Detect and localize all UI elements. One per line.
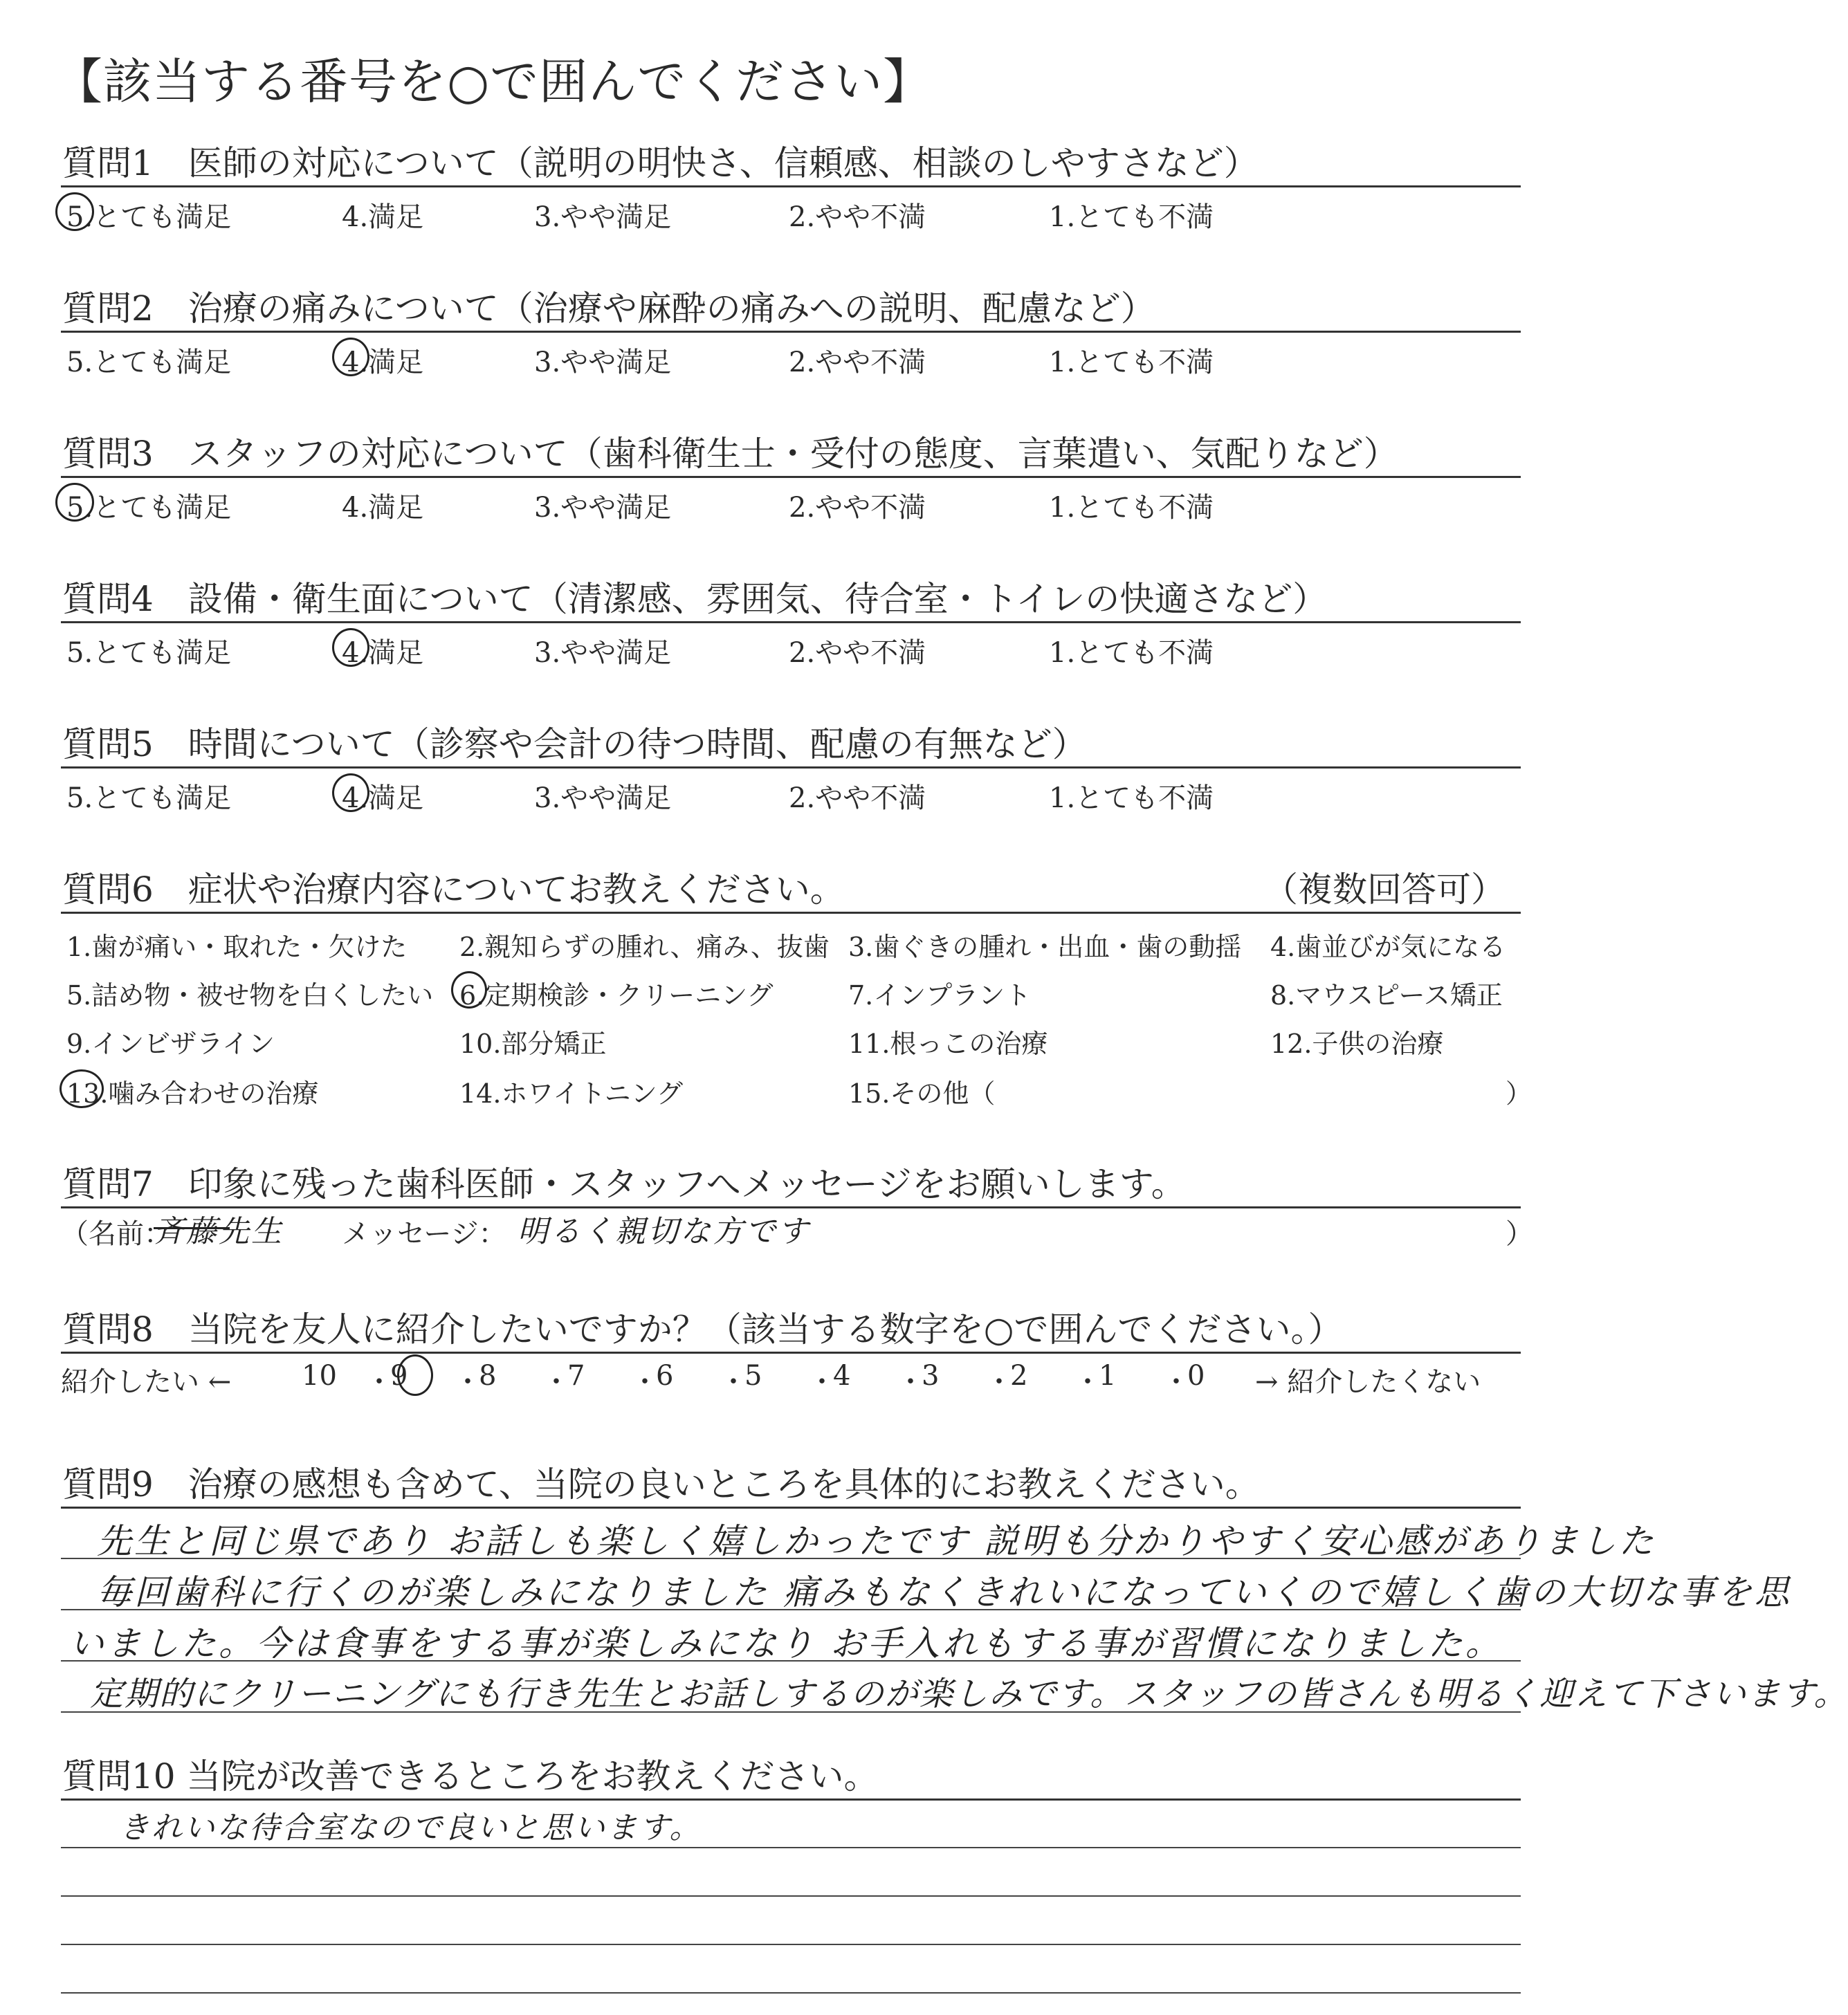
- question-10-rule: [61, 1798, 1521, 1801]
- q8-scale-10[interactable]: 10: [302, 1360, 337, 1392]
- q6-option-6[interactable]: 6.定期検診・クリーニング: [459, 980, 774, 1011]
- question-6-title: 質問6 症状や治療内容についてお教えください。: [62, 870, 845, 910]
- question-9-rule: [61, 1507, 1521, 1509]
- q6-option-5[interactable]: 5.詰め物・被せ物を白くしたい: [66, 980, 434, 1011]
- q9-answer-line-3[interactable]: いました。今は食事をする事が楽しみになり お手入れもする事が習慣になりました。: [69, 1623, 1503, 1664]
- q6-option-9[interactable]: 9.インビザライン: [66, 1029, 275, 1059]
- q7-message-label: メッセージ：: [342, 1218, 506, 1250]
- q6-option-13[interactable]: 13.噛み合わせの治療: [66, 1078, 319, 1109]
- question-2-rule: [61, 331, 1521, 333]
- q8-scale-separator: ・: [808, 1366, 836, 1398]
- question-7-title: 質問7 印象に残った歯科医師・スタッフへメッセージをお願いします。: [62, 1164, 1186, 1204]
- q10-line-1: [61, 1847, 1521, 1848]
- q3-option-1[interactable]: 1.とても不満: [1049, 492, 1214, 524]
- question-4-rule: [61, 621, 1521, 623]
- q10-line-2: [61, 1895, 1521, 1897]
- q6-option-2[interactable]: 2.親知らずの腫れ、痛み、抜歯: [459, 932, 830, 962]
- q6-option-11[interactable]: 11.根っこの治療: [848, 1029, 1048, 1059]
- question-5-title: 質問5 時間について（診察や会計の待つ時間、配慮の有無など）: [62, 724, 1087, 764]
- q4-option-5[interactable]: 5.とても満足: [66, 637, 232, 669]
- q9-answer-line-4[interactable]: 定期的にクリーニングにも行き先生とお話しするのが楽しみです。スタッフの皆さんも明るく迎えて下さいます。: [90, 1675, 1848, 1713]
- q8-scale-separator: ・: [365, 1366, 393, 1398]
- question-2-title: 質問2 治療の痛みについて（治療や麻酔の痛みへの説明、配慮など）: [62, 288, 1155, 329]
- q2-option-1[interactable]: 1.とても不満: [1049, 347, 1214, 378]
- q9-answer-line-2[interactable]: 毎回歯科に行くのが楽しみになりました 痛みもなくきれいになっていくので嬉しく歯の大切な事を思: [97, 1572, 1792, 1612]
- q6-selected-circle-13: [60, 1069, 104, 1108]
- q3-option-3[interactable]: 3.やや満足: [534, 492, 672, 524]
- q8-selected-circle: [397, 1354, 433, 1396]
- q4-selected-circle: [332, 628, 369, 667]
- q8-scale-separator: ・: [542, 1366, 570, 1398]
- form-header: 【該当する番号を○で囲んでください】: [54, 53, 933, 110]
- q8-scale-4[interactable]: 4: [833, 1360, 851, 1392]
- q7-name-value[interactable]: 斉藤先生: [154, 1214, 284, 1249]
- q6-option-4[interactable]: 4.歯並びが気になる: [1270, 932, 1506, 962]
- q1-option-1[interactable]: 1.とても不満: [1049, 201, 1214, 233]
- q8-scale-7[interactable]: 7: [567, 1360, 585, 1392]
- q6-option-8[interactable]: 8.マウスピース矯正: [1270, 980, 1503, 1011]
- q6-selected-circle-6: [451, 971, 487, 1009]
- q4-option-1[interactable]: 1.とても不満: [1049, 637, 1214, 669]
- q5-option-2[interactable]: 2.やや不満: [789, 782, 926, 814]
- q2-option-2[interactable]: 2.やや不満: [789, 347, 926, 378]
- q6-option-3[interactable]: 3.歯ぐきの腫れ・出血・歯の動揺: [848, 932, 1242, 962]
- question-4-title: 質問4 設備・衛生面について（清潔感、雰囲気、待合室・トイレの快適さなど）: [62, 579, 1328, 619]
- q10-answer-line-1[interactable]: きれいな待合室なので良いと思います。: [119, 1810, 702, 1846]
- q6-option-12[interactable]: 12.子供の治療: [1270, 1029, 1444, 1059]
- q2-option-4[interactable]: 4.満足: [342, 347, 424, 378]
- question-8-title: 質問8 当院を友人に紹介したいですか？（該当する数字を○で囲んでください。）: [62, 1309, 1343, 1350]
- q6-option-10[interactable]: 10.部分矯正: [459, 1029, 607, 1059]
- q8-scale-separator: ・: [1074, 1366, 1101, 1398]
- q5-selected-circle: [332, 773, 369, 812]
- question-3-rule: [61, 476, 1521, 478]
- q3-selected-circle: [55, 483, 94, 522]
- q9-answer-line-1[interactable]: 先生と同じ県であり お話しも楽しく嬉しかったです 説明も分かりやすく安心感がありました: [97, 1521, 1656, 1561]
- question-6-note: （複数回答可）: [1263, 870, 1506, 910]
- q8-scale-8[interactable]: 8: [479, 1360, 497, 1392]
- question-3-title: 質問3 スタッフの対応について（歯科衛生士・受付の態度、言葉遣い、気配りなど）: [62, 434, 1398, 474]
- q8-scale-3[interactable]: 3: [922, 1360, 940, 1392]
- q8-scale-9[interactable]: 9: [390, 1360, 408, 1392]
- q5-option-5[interactable]: 5.とても満足: [66, 782, 232, 814]
- q5-option-4[interactable]: 4.満足: [342, 782, 424, 814]
- q2-option-3[interactable]: 3.やや満足: [534, 347, 672, 378]
- q5-option-1[interactable]: 1.とても不満: [1049, 782, 1214, 814]
- q7-name-label: （名前：: [61, 1218, 172, 1250]
- q4-option-2[interactable]: 2.やや不満: [789, 637, 926, 669]
- q2-selected-circle: [332, 338, 369, 376]
- q2-option-5[interactable]: 5.とても満足: [66, 347, 232, 378]
- question-9-title: 質問9 治療の感想も含めて、当院の良いところを具体的にお教えください。: [62, 1464, 1260, 1505]
- q8-scale-separator: ・: [720, 1366, 747, 1398]
- q1-option-4[interactable]: 4.満足: [342, 201, 424, 233]
- q7-message-value[interactable]: 明るく親切な方です: [518, 1214, 810, 1249]
- q8-scale-6[interactable]: 6: [656, 1360, 674, 1392]
- q3-option-4[interactable]: 4.満足: [342, 492, 424, 524]
- q4-option-3[interactable]: 3.やや満足: [534, 637, 672, 669]
- question-1-title: 質問1 医師の対応について（説明の明快さ、信頼感、相談のしやすさなど）: [62, 143, 1259, 183]
- q8-scale-1[interactable]: 1: [1099, 1360, 1117, 1392]
- q10-line-3: [61, 1944, 1521, 1945]
- q6-option-7[interactable]: 7.インプラント: [848, 980, 1032, 1011]
- q5-option-3[interactable]: 3.やや満足: [534, 782, 672, 814]
- q8-scale-separator: ・: [454, 1366, 482, 1398]
- q3-option-2[interactable]: 2.やや不満: [789, 492, 926, 524]
- q8-scale-2[interactable]: 2: [1010, 1360, 1028, 1392]
- q6-other-close: ）: [1506, 1078, 1533, 1109]
- q8-scale-5[interactable]: 5: [744, 1360, 762, 1392]
- q8-scale-0[interactable]: 0: [1187, 1360, 1205, 1392]
- question-10-title: 質問10 当院が改善できるところをお教えください。: [62, 1756, 879, 1796]
- q10-line-4: [61, 1992, 1521, 1994]
- q1-option-3[interactable]: 3.やや満足: [534, 201, 672, 233]
- q8-right-label: → 紹介したくない: [1255, 1366, 1481, 1398]
- q8-scale-separator: ・: [631, 1366, 659, 1398]
- q6-option-15[interactable]: 15.その他（: [848, 1078, 996, 1109]
- question-8-rule: [61, 1352, 1521, 1354]
- q8-left-label: 紹介したい ←: [61, 1366, 232, 1398]
- q6-option-14[interactable]: 14.ホワイトニング: [459, 1078, 684, 1109]
- q4-option-4[interactable]: 4.満足: [342, 637, 424, 669]
- q8-scale-separator: ・: [1162, 1366, 1190, 1398]
- question-1-rule: [61, 185, 1521, 187]
- q3-option-5[interactable]: 5.とても満足: [66, 492, 232, 524]
- q8-scale-separator: ・: [897, 1366, 924, 1398]
- q1-option-2[interactable]: 2.やや不満: [789, 201, 926, 233]
- q1-option-5[interactable]: 5.とても満足: [66, 201, 232, 233]
- question-6-rule: [61, 912, 1521, 914]
- q6-option-1[interactable]: 1.歯が痛い・取れた・欠けた: [66, 932, 408, 962]
- question-5-rule: [61, 766, 1521, 769]
- q8-scale-separator: ・: [985, 1366, 1013, 1398]
- q7-name-strikeout: [154, 1227, 230, 1229]
- q1-selected-circle: [55, 192, 94, 231]
- q7-close: ）: [1506, 1218, 1533, 1250]
